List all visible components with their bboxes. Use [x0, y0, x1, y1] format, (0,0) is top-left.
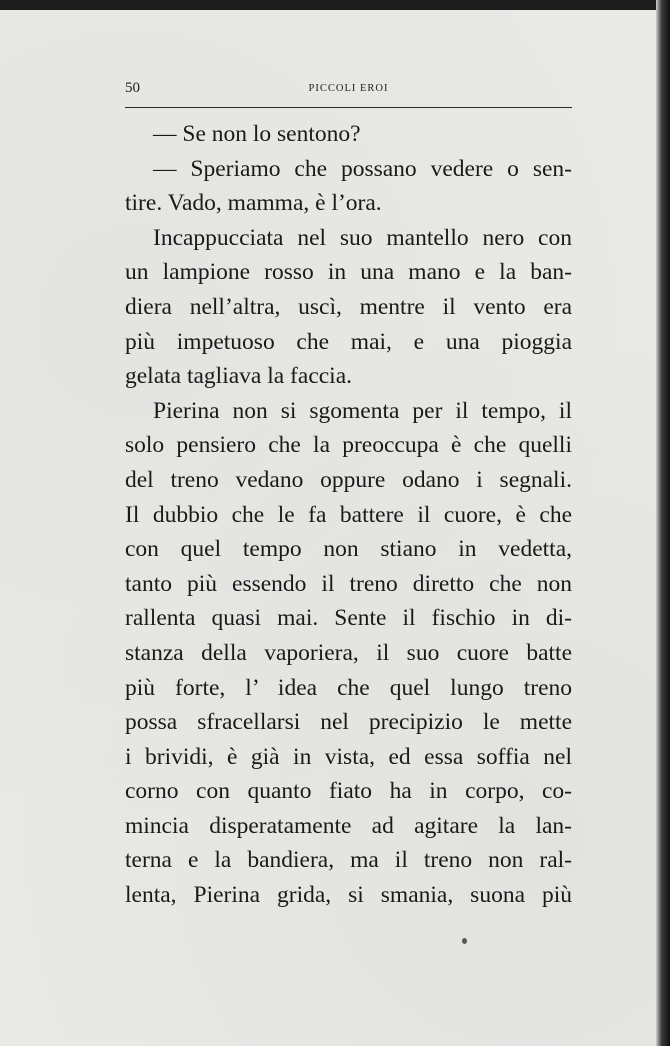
running-head [125, 80, 572, 100]
text-line: del treno vedano oppure odano i segnali. [125, 466, 572, 493]
text-line: più forte, l’ idea che quel lungo treno [125, 674, 572, 701]
scan-top-edge [0, 0, 670, 10]
text-line: lenta, Pierina grida, si smania, suona più [125, 882, 572, 909]
text-line: diera nell’altra, uscì, mentre il vento era [125, 293, 572, 320]
text-line: terna e la bandiera, ma il treno non ral- [125, 847, 572, 874]
text-line: — Speriamo che possano vedere o sen- [153, 155, 572, 182]
text-body [125, 117, 572, 913]
text-line: i brividi, è già in vista, ed essa soffia nel [125, 743, 572, 770]
page-number: 50 [125, 80, 140, 96]
text-line: un lampione rosso in una mano e la ban- [125, 259, 572, 286]
book-title: PICCOLI EROI [308, 83, 389, 94]
text-line: stanza della vaporiera, il suo cuore batte [125, 639, 572, 666]
text-line: rallenta quasi mai. Sente il fischio in di- [125, 605, 572, 632]
text-line: gelata tagliava la faccia. [125, 363, 353, 390]
text-line: più impetuoso che mai, e una pioggia [125, 328, 572, 355]
text-line: Il dubbio che le fa battere il cuore, è che [125, 501, 572, 528]
text-line: solo pensiero che la preoccupa è che quelli [125, 432, 572, 459]
text-line: Pierina non si sgomenta per il tempo, il [153, 397, 572, 424]
ink-speck [462, 938, 467, 944]
text-line: con quel tempo non stiano in vedetta, [125, 536, 572, 563]
scan-right-edge [656, 0, 670, 1046]
text-line: corno con quanto fiato ha in corpo, co- [125, 778, 572, 805]
text-line: possa sfracellarsi nel precipizio le mette [125, 709, 572, 736]
text-line: — Se non lo sentono? [153, 121, 361, 147]
header-rule [125, 107, 572, 108]
text-line: mincia disperatamente ad agitare la lan- [125, 812, 572, 839]
text-line: tanto più essendo il treno diretto che non [125, 570, 572, 597]
text-line: Incappucciata nel suo mantello nero con [153, 224, 572, 251]
text-line: tire. Vado, mamma, è l’ora. [125, 190, 382, 217]
